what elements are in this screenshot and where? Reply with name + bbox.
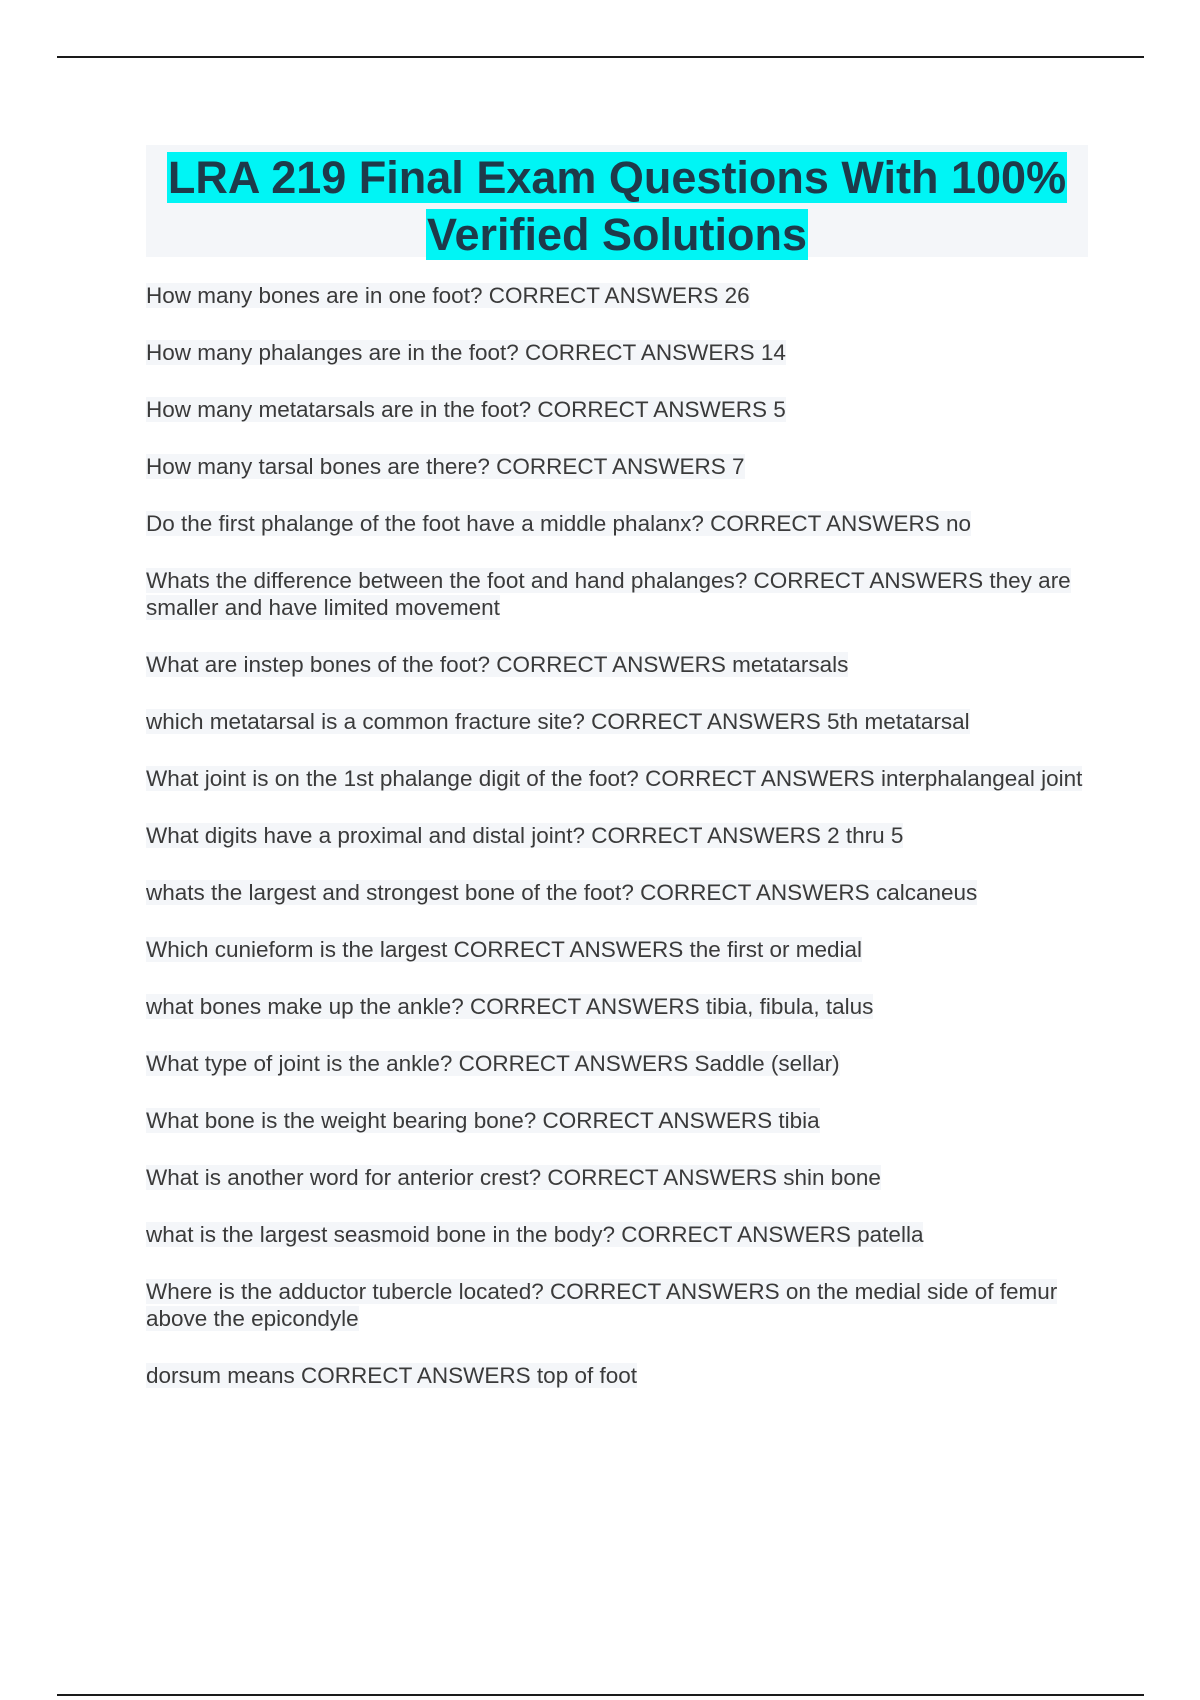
qa-text: whats the largest and strongest bone of the foot? CORRECT ANSWERS calcaneus [146,880,978,905]
qa-text: How many bones are in one foot? CORRECT ANSWERS 26 [146,283,750,308]
qa-item [146,651,1096,678]
qa-item [146,1107,1096,1134]
qa-item [146,765,1096,792]
qa-item [146,1164,1096,1191]
qa-text: Where is the adductor tubercle located? CORRECT ANSWERS on the medial side of femur above the epicondyle [146,1279,1058,1331]
question-answer-list [146,282,1096,1419]
header-rule [57,56,1144,58]
qa-text: What type of joint is the ankle? CORRECT ANSWERS Saddle (sellar) [146,1051,840,1076]
qa-item [146,822,1096,849]
qa-text: dorsum means CORRECT ANSWERS top of foot [146,1363,638,1388]
qa-item [146,453,1096,480]
qa-text: Do the first phalange of the foot have a middle phalanx? CORRECT ANSWERS no [146,511,972,536]
document-title: LRA 219 Final Exam Questions With 100% Verified Solutions [167,152,1067,260]
qa-item [146,1362,1096,1389]
qa-text: What joint is on the 1st phalange digit of the foot? CORRECT ANSWERS interphalangeal joint [146,766,1083,791]
qa-text: which metatarsal is a common fracture site? CORRECT ANSWERS 5th metatarsal [146,709,970,734]
footer-rule [57,1694,1144,1696]
qa-item [146,1221,1096,1248]
qa-item [146,396,1096,423]
qa-item [146,708,1096,735]
qa-text: Whats the difference between the foot and hand phalanges? CORRECT ANSWERS they are smaller and have limited movement [146,568,1071,620]
qa-item [146,993,1096,1020]
qa-item [146,510,1096,537]
qa-text: How many tarsal bones are there? CORRECT ANSWERS 7 [146,454,745,479]
qa-item [146,879,1096,906]
qa-text: what bones make up the ankle? CORRECT ANSWERS tibia, fibula, talus [146,994,874,1019]
qa-text: How many phalanges are in the foot? CORRECT ANSWERS 14 [146,340,786,365]
qa-text: What is another word for anterior crest? CORRECT ANSWERS shin bone [146,1165,881,1190]
qa-text: What bone is the weight bearing bone? CORRECT ANSWERS tibia [146,1108,820,1133]
qa-item [146,1278,1096,1332]
qa-item [146,567,1096,621]
qa-item [146,936,1096,963]
qa-item [146,1050,1096,1077]
qa-text: How many metatarsals are in the foot? CORRECT ANSWERS 5 [146,397,786,422]
document-title-block [146,145,1088,260]
qa-text: What digits have a proximal and distal joint? CORRECT ANSWERS 2 thru 5 [146,823,904,848]
qa-item [146,339,1096,366]
qa-text: Which cunieform is the largest CORRECT ANSWERS the first or medial [146,937,863,962]
qa-text: What are instep bones of the foot? CORRECT ANSWERS metatarsals [146,652,849,677]
qa-item [146,282,1096,309]
qa-text: what is the largest seasmoid bone in the body? CORRECT ANSWERS patella [146,1222,924,1247]
